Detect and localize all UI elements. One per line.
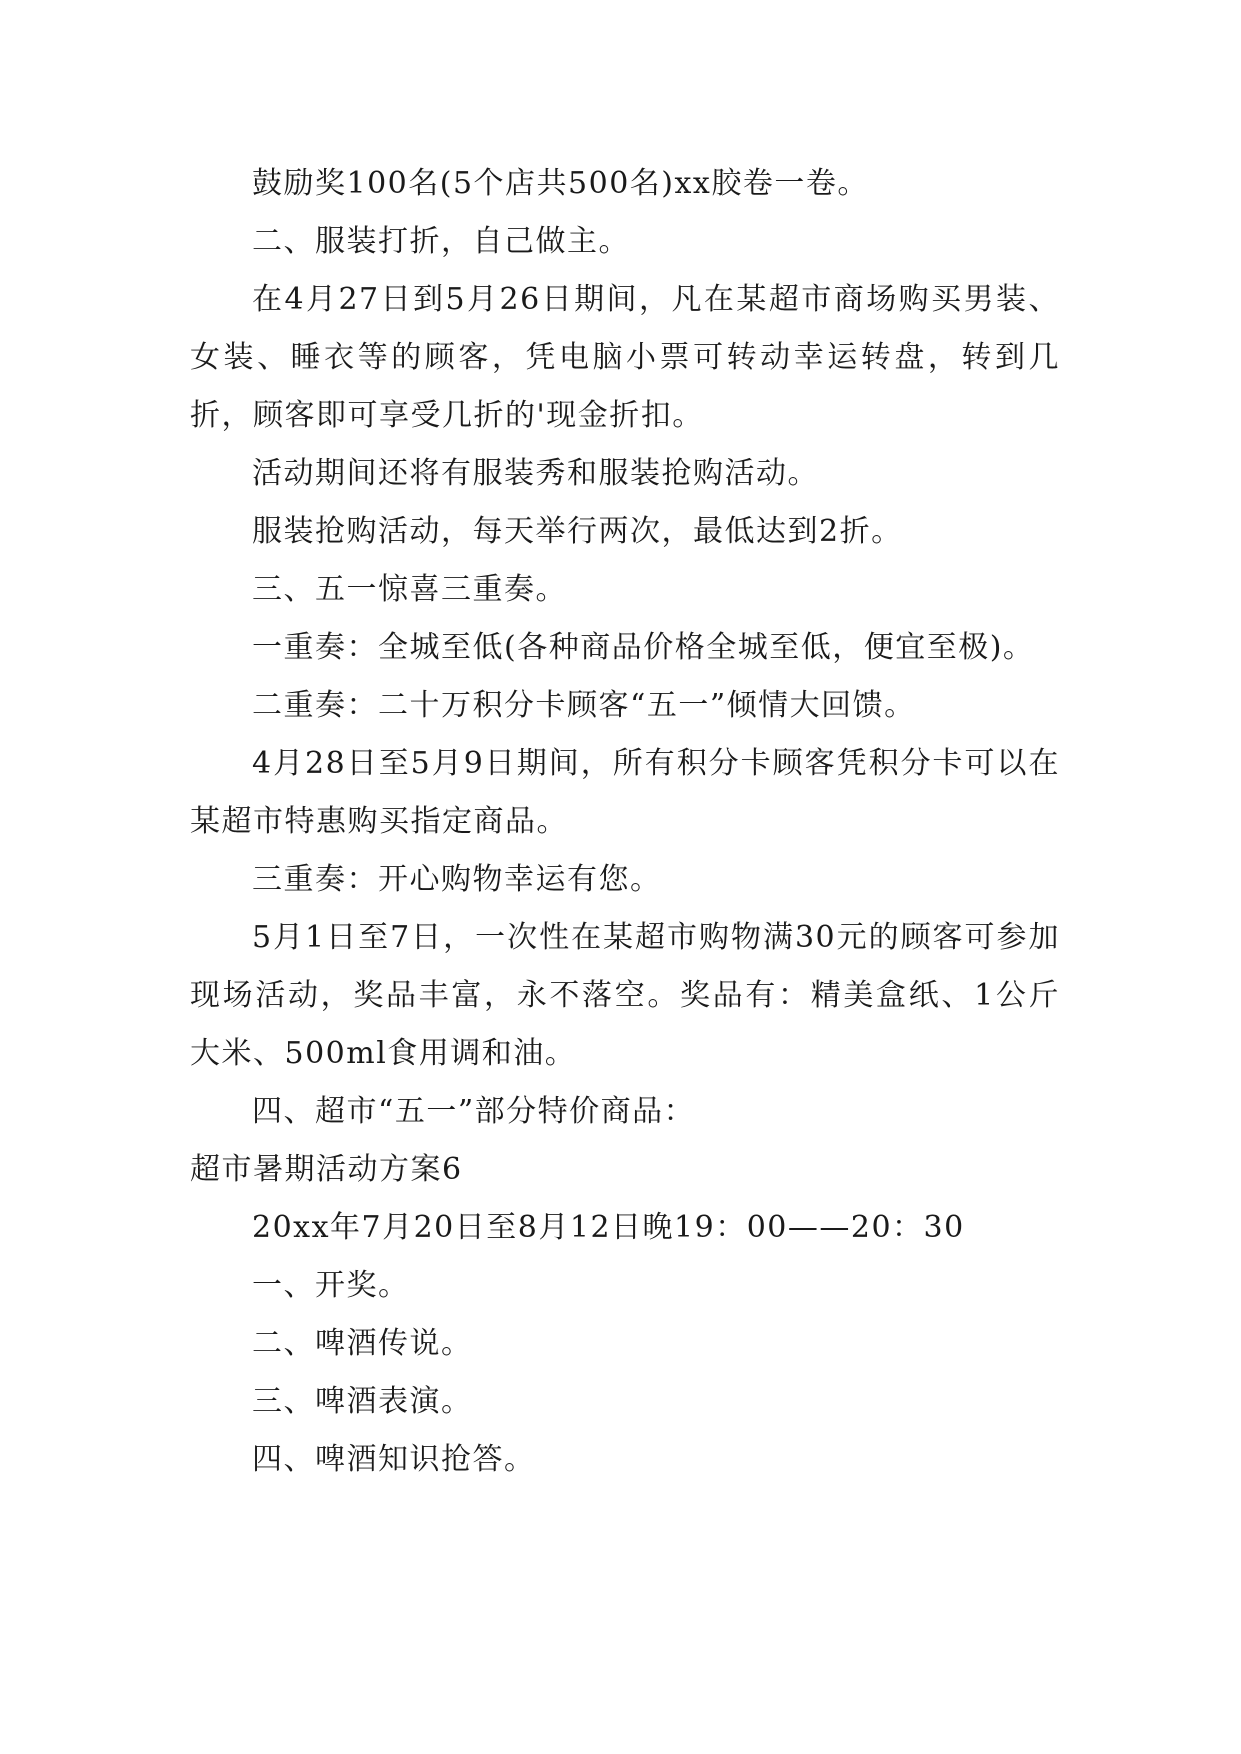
paragraph-item-lottery: 一、开奖。 — [252, 1268, 410, 1303]
document-body — [190, 155, 1060, 1489]
paragraph-flash-sale: 服装抢购活动，每天举行两次，最低达到2折。 — [252, 514, 903, 549]
paragraph-item-beer-show: 三、啤酒表演。 — [252, 1384, 473, 1419]
paragraph-member-card-offer: 4月28日至5月9日期间，所有积分卡顾客凭积分卡可以在某超市特惠购买指定商品。 — [190, 746, 1060, 839]
paragraph-heading-clothing-discount: 二、服装打折，自己做主。 — [252, 224, 630, 259]
paragraph-heading-triple-surprise: 三、五一惊喜三重奏。 — [252, 572, 567, 607]
paragraph-onsite-prizes: 5月1日至7日，一次性在某超市购物满30元的顾客可参加现场活动，奖品丰富，永不落空。奖品有：精美盒纸、1公斤大米、500ml食用调和油。 — [190, 920, 1060, 1071]
section-title-summer-plan: 超市暑期活动方案6 — [190, 1152, 463, 1187]
paragraph-lucky-wheel: 在4月27日到5月26日期间，凡在某超市商场购买男装、女装、睡衣等的顾客，凭电脑小票可转动幸运转盘，转到几折，顾客即可享受几折的'现金折扣。 — [190, 282, 1060, 433]
paragraph-third-surprise: 三重奏：开心购物幸运有您。 — [252, 862, 662, 897]
paragraph-fashion-show: 活动期间还将有服装秀和服装抢购活动。 — [252, 456, 819, 491]
paragraph-event-time: 20xx年7月20日至8月12日晚19：00——20：30 — [252, 1210, 965, 1245]
paragraph-encouragement-prize: 鼓励奖100名(5个店共500名)xx胶卷一卷。 — [252, 166, 869, 201]
paragraph-second-surprise: 二重奏：二十万积分卡顾客“五一”倾情大回馈。 — [252, 688, 916, 723]
paragraph-item-beer-quiz: 四、啤酒知识抢答。 — [252, 1442, 536, 1477]
paragraph-first-surprise: 一重奏：全城至低(各种商品价格全城至低，便宜至极)。 — [252, 630, 1035, 665]
paragraph-item-beer-legend: 二、啤酒传说。 — [252, 1326, 473, 1361]
paragraph-heading-special-items: 四、超市“五一”部分特价商品： — [252, 1094, 696, 1129]
